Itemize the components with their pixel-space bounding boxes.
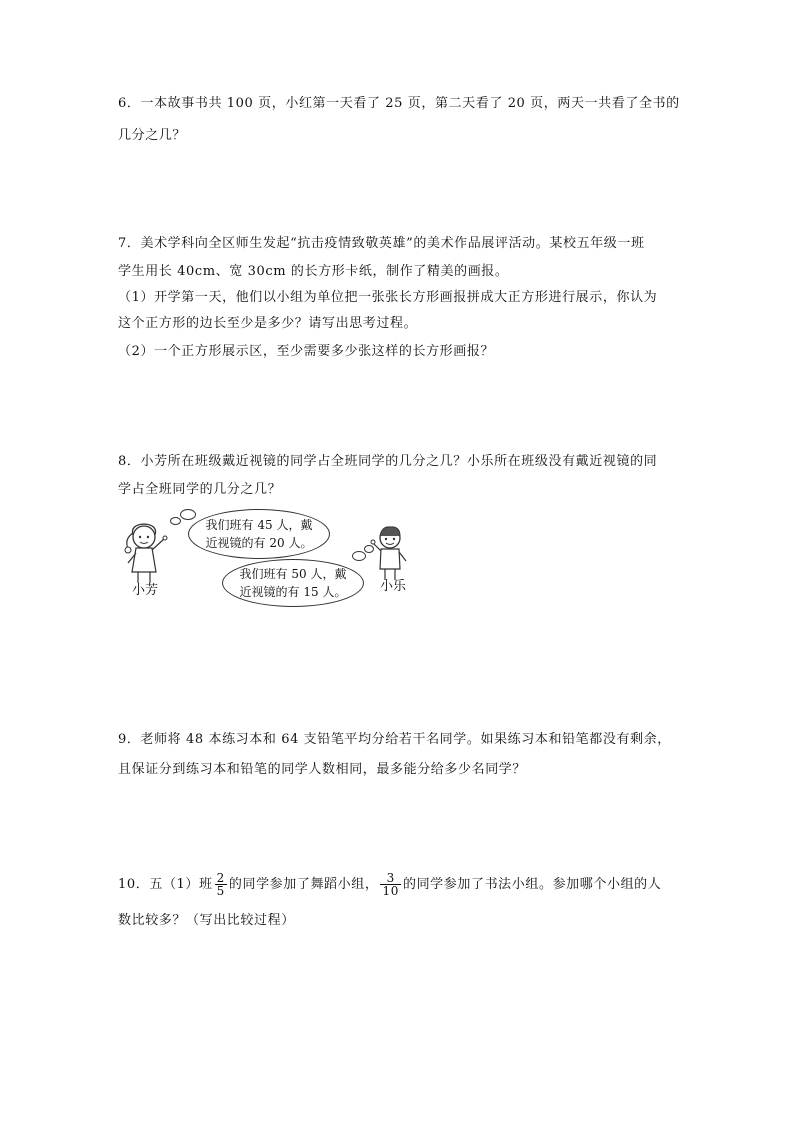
bubble2-line2: 近视镜的有 15 人。 <box>239 585 347 599</box>
q10-suffix: 的同学参加了书法小组。参加哪个小组的人 <box>402 877 662 892</box>
fraction-numerator: 3 <box>380 872 400 885</box>
q9-line2: 且保证分到练习本和铅笔的同学人数相同，最多能分给多少名同学？ <box>118 762 527 777</box>
q10-line2: 数比较多？（写出比较过程） <box>118 913 295 928</box>
q7-sub2: （2）一个正方形展示区，至少需要多少张这样的长方形画报？ <box>118 344 495 359</box>
fraction-numerator: 2 <box>216 871 225 885</box>
q7-sub1-line1: （1）开学第一天，他们以小组为单位把一张张长方形画报拼成大正方形进行展示，你认为 <box>118 290 658 305</box>
q8-illustration <box>118 505 418 605</box>
bubble1-line1: 我们班有 45 人，戴 <box>205 518 313 532</box>
speech-bubble-boy <box>222 559 364 607</box>
q6-line2: 几分之几？ <box>118 128 187 143</box>
speech-bubble-girl <box>188 509 330 559</box>
q8-line2: 学占全班同学的几分之几？ <box>118 482 282 497</box>
boy-illustration <box>370 523 414 583</box>
thought-dot <box>352 551 366 561</box>
girl-name: 小芳 <box>132 583 159 598</box>
fraction-denominator: 5 <box>216 884 225 898</box>
fraction-three-tenths <box>380 872 400 897</box>
q10-prefix: 10．五（1）班 <box>118 877 213 892</box>
boy-name: 小乐 <box>380 579 407 594</box>
girl-illustration <box>120 517 170 587</box>
q6-line1: 6．一本故事书共 100 页，小红第一天看了 25 页，第二天看了 20 页，两天一共看了全书的 <box>118 96 680 111</box>
fraction-denominator: 10 <box>382 884 399 898</box>
thought-dot <box>170 517 181 525</box>
q8-line1: 8．小芳所在班级戴近视镜的同学占全班同学的几分之几？小乐所在班级没有戴近视镜的同 <box>118 454 658 469</box>
q7-sub1-line2: 这个正方形的边长至少是多少？请写出思考过程。 <box>118 316 418 331</box>
q7-line2: 学生用长 40cm、宽 30cm 的长方形卡纸，制作了精美的画报。 <box>118 264 509 279</box>
fraction-two-fifths <box>215 872 227 897</box>
bubble2-line1: 我们班有 50 人，戴 <box>239 567 347 581</box>
q7-line1: 7．美术学科向全区师生发起“抗击疫情致敬英雄”的美术作品展评活动。某校五年级一班 <box>118 236 645 251</box>
q10-mid: 的同学参加了舞蹈小组， <box>228 877 379 892</box>
q10-line1 <box>118 870 661 900</box>
q9-line1: 9．老师将 48 本练习本和 64 支铅笔平均分给若干名同学。如果练习本和铅笔都没有剩余， <box>118 732 671 747</box>
bubble1-line2: 近视镜的有 20 人。 <box>205 536 313 550</box>
